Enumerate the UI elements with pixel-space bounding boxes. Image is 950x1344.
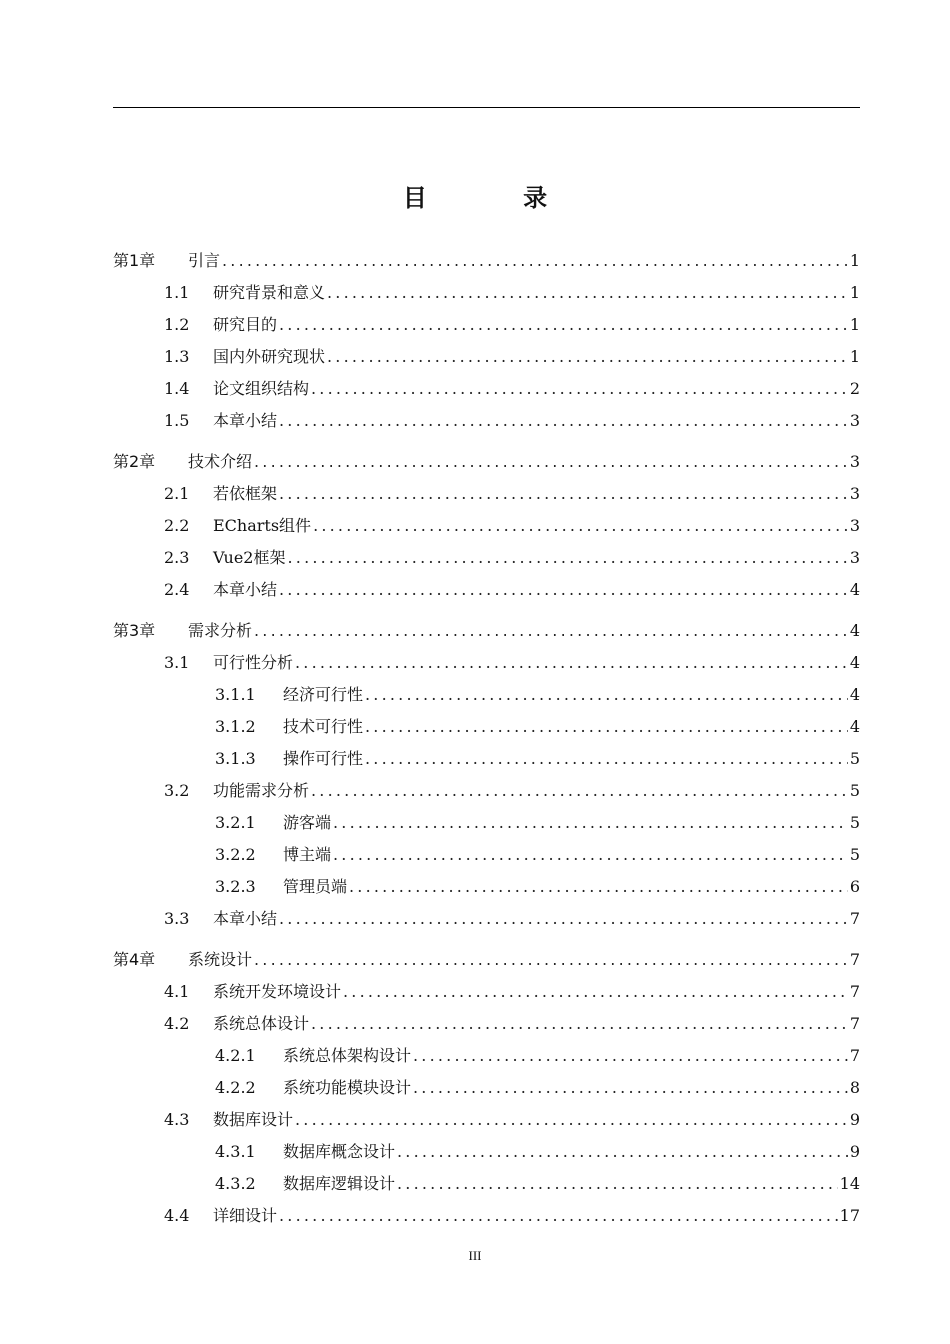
toc-list xyxy=(113,245,860,1232)
toc-entry-page: 6 xyxy=(849,877,860,896)
toc-entry-number: 4.3.1 xyxy=(215,1142,256,1161)
toc-dot-leader xyxy=(397,1136,848,1168)
toc-entry-page: 7 xyxy=(849,909,860,928)
toc-section-entry[interactable] xyxy=(113,976,860,1008)
toc-entry-title: 博主端 xyxy=(283,845,332,864)
toc-entry-page: 4 xyxy=(849,580,860,599)
toc-dot-leader xyxy=(254,615,848,647)
toc-dot-leader xyxy=(279,405,848,437)
toc-section-entry[interactable] xyxy=(113,341,860,373)
toc-dot-leader xyxy=(311,1008,848,1040)
toc-section-entry[interactable] xyxy=(113,1008,860,1040)
toc-entry-title: 本章小结 xyxy=(213,580,278,599)
toc-entry-page: 5 xyxy=(849,813,860,832)
toc-entry-title: 系统总体设计 xyxy=(213,1014,310,1033)
toc-entry-number: 2.2 xyxy=(164,516,190,535)
toc-dot-leader xyxy=(327,277,848,309)
toc-dot-leader xyxy=(279,309,848,341)
toc-entry-number: 4.4 xyxy=(164,1206,190,1225)
toc-title: 目 录 xyxy=(402,184,592,212)
toc-section-entry[interactable] xyxy=(113,679,860,711)
toc-entry-number: 第3章 xyxy=(113,621,156,640)
toc-dot-leader xyxy=(365,711,848,743)
toc-chapter-entry[interactable] xyxy=(113,615,860,647)
toc-entry-number: 3.1 xyxy=(164,653,190,672)
toc-entry-number: 第2章 xyxy=(113,452,156,471)
toc-entry-page: 1 xyxy=(849,283,860,302)
toc-entry-title: 游客端 xyxy=(283,813,332,832)
toc-entry-title: 系统开发环境设计 xyxy=(213,982,342,1001)
toc-chapter-entry[interactable] xyxy=(113,446,860,478)
toc-entry-number: 3.2.1 xyxy=(215,813,256,832)
toc-section-entry[interactable] xyxy=(113,775,860,807)
toc-chapter-entry[interactable] xyxy=(113,245,860,277)
toc-dot-leader xyxy=(288,542,848,574)
toc-entry-title: 详细设计 xyxy=(213,1206,278,1225)
toc-section-entry[interactable] xyxy=(113,1072,860,1104)
toc-section-entry[interactable] xyxy=(113,277,860,309)
toc-entry-title: 管理员端 xyxy=(283,877,348,896)
toc-dot-leader xyxy=(311,373,848,405)
toc-section-entry[interactable] xyxy=(113,807,860,839)
toc-entry-number: 3.2.2 xyxy=(215,845,256,864)
toc-entry-title: 论文组织结构 xyxy=(213,379,310,398)
toc-entry-number: 2.3 xyxy=(164,548,190,567)
toc-entry-page: 5 xyxy=(849,749,860,768)
toc-entry-number: 3.3 xyxy=(164,909,190,928)
toc-dot-leader xyxy=(279,903,848,935)
toc-entry-title: 系统设计 xyxy=(188,950,253,969)
toc-entry-page: 1 xyxy=(849,347,860,366)
toc-section-entry[interactable] xyxy=(113,574,860,606)
toc-dot-leader xyxy=(279,478,848,510)
toc-entry-page: 3 xyxy=(849,411,860,430)
toc-section-entry[interactable] xyxy=(113,1104,860,1136)
toc-dot-leader xyxy=(349,871,848,903)
toc-entry-title: 数据库设计 xyxy=(213,1110,294,1129)
toc-entry-title: 系统总体架构设计 xyxy=(283,1046,412,1065)
toc-entry-number: 第4章 xyxy=(113,950,156,969)
toc-dot-leader xyxy=(222,245,848,277)
toc-section-entry[interactable] xyxy=(113,1040,860,1072)
toc-dot-leader xyxy=(279,1200,838,1232)
toc-entry-title: 可行性分析 xyxy=(213,653,294,672)
toc-dot-leader xyxy=(279,574,848,606)
toc-section-entry[interactable] xyxy=(113,542,860,574)
toc-entry-title: 数据库逻辑设计 xyxy=(283,1174,396,1193)
toc-entry-page: 9 xyxy=(849,1142,860,1161)
toc-entry-title: 需求分析 xyxy=(188,621,253,640)
toc-entry-page: 7 xyxy=(849,1046,860,1065)
toc-entry-page: 1 xyxy=(849,315,860,334)
toc-entry-page: 7 xyxy=(849,1014,860,1033)
toc-entry-title: 功能需求分析 xyxy=(213,781,310,800)
toc-section-entry[interactable] xyxy=(113,373,860,405)
toc-dot-leader xyxy=(313,510,848,542)
toc-entry-page: 3 xyxy=(849,484,860,503)
toc-entry-title: 研究背景和意义 xyxy=(213,283,326,302)
toc-entry-number: 1.1 xyxy=(164,283,190,302)
toc-entry-number: 3.1.3 xyxy=(215,749,256,768)
toc-entry-title: 国内外研究现状 xyxy=(213,347,326,366)
toc-entry-title: 本章小结 xyxy=(213,411,278,430)
toc-entry-number: 1.5 xyxy=(164,411,190,430)
toc-dot-leader xyxy=(295,647,848,679)
toc-section-entry[interactable] xyxy=(113,743,860,775)
page-number: III xyxy=(468,1248,482,1263)
toc-entry-title: 若依框架 xyxy=(213,484,278,503)
toc-entry-page: 4 xyxy=(849,717,860,736)
toc-entry-title: 操作可行性 xyxy=(283,749,364,768)
toc-entry-page: 8 xyxy=(849,1078,860,1097)
toc-entry-page: 4 xyxy=(849,653,860,672)
toc-entry-title: Vue2框架 xyxy=(213,548,286,567)
toc-chapter-entry[interactable] xyxy=(113,944,860,976)
toc-entry-number: 3.2 xyxy=(164,781,190,800)
toc-entry-page: 7 xyxy=(849,982,860,1001)
toc-entry-number: 4.2 xyxy=(164,1014,190,1033)
toc-entry-title: 技术介绍 xyxy=(188,452,253,471)
toc-section-entry[interactable] xyxy=(113,711,860,743)
toc-dot-leader xyxy=(343,976,848,1008)
toc-entry-number: 4.2.1 xyxy=(215,1046,256,1065)
toc-entry-number: 1.2 xyxy=(164,315,190,334)
toc-entry-title: 数据库概念设计 xyxy=(283,1142,396,1161)
toc-entry-number: 3.2.3 xyxy=(215,877,256,896)
toc-entry-page: 2 xyxy=(849,379,860,398)
toc-dot-leader xyxy=(327,341,848,373)
toc-section-entry[interactable] xyxy=(113,478,860,510)
toc-entry-title: 经济可行性 xyxy=(283,685,364,704)
toc-entry-page: 3 xyxy=(849,452,860,471)
toc-entry-page: 4 xyxy=(849,621,860,640)
toc-dot-leader xyxy=(413,1072,848,1104)
toc-entry-page: 9 xyxy=(849,1110,860,1129)
toc-dot-leader xyxy=(295,1104,848,1136)
toc-entry-number: 3.1.1 xyxy=(215,685,256,704)
toc-entry-page: 7 xyxy=(849,950,860,969)
toc-dot-leader xyxy=(413,1040,848,1072)
toc-entry-page: 4 xyxy=(849,685,860,704)
toc-section-entry[interactable] xyxy=(113,903,860,935)
toc-entry-number: 2.4 xyxy=(164,580,190,599)
toc-section-entry[interactable] xyxy=(113,405,860,437)
toc-entry-title: 系统功能模块设计 xyxy=(283,1078,412,1097)
toc-section-entry[interactable] xyxy=(113,839,860,871)
toc-dot-leader xyxy=(365,743,848,775)
toc-entry-number: 4.3 xyxy=(164,1110,190,1129)
toc-entry-title: 本章小结 xyxy=(213,909,278,928)
toc-entry-number: 4.2.2 xyxy=(215,1078,256,1097)
toc-entry-number: 4.3.2 xyxy=(215,1174,256,1193)
toc-section-entry[interactable] xyxy=(113,647,860,679)
toc-dot-leader xyxy=(397,1168,838,1200)
toc-entry-page: 14 xyxy=(839,1174,860,1193)
toc-entry-number: 4.1 xyxy=(164,982,190,1001)
toc-entry-page: 17 xyxy=(839,1206,860,1225)
toc-entry-number: 1.4 xyxy=(164,379,190,398)
toc-entry-page: 3 xyxy=(849,516,860,535)
toc-entry-title: 技术可行性 xyxy=(283,717,364,736)
toc-entry-page: 5 xyxy=(849,781,860,800)
toc-entry-number: 2.1 xyxy=(164,484,190,503)
toc-dot-leader xyxy=(365,679,848,711)
toc-entry-title: ECharts组件 xyxy=(213,516,312,535)
toc-entry-page: 5 xyxy=(849,845,860,864)
toc-entry-title: 引言 xyxy=(188,251,221,270)
toc-dot-leader xyxy=(333,807,848,839)
toc-dot-leader xyxy=(333,839,848,871)
toc-section-entry[interactable] xyxy=(113,871,860,903)
toc-section-entry[interactable] xyxy=(113,1168,860,1200)
toc-section-entry[interactable] xyxy=(113,1136,860,1168)
toc-section-entry[interactable] xyxy=(113,510,860,542)
toc-dot-leader xyxy=(254,446,848,478)
toc-entry-title: 研究目的 xyxy=(213,315,278,334)
toc-entry-page: 3 xyxy=(849,548,860,567)
toc-section-entry[interactable] xyxy=(113,309,860,341)
toc-entry-page: 1 xyxy=(849,251,860,270)
toc-entry-number: 第1章 xyxy=(113,251,156,270)
toc-entry-number: 3.1.2 xyxy=(215,717,256,736)
toc-section-entry[interactable] xyxy=(113,1200,860,1232)
header-rule xyxy=(113,107,860,108)
toc-entry-number: 1.3 xyxy=(164,347,190,366)
toc-dot-leader xyxy=(311,775,848,807)
toc-dot-leader xyxy=(254,944,848,976)
